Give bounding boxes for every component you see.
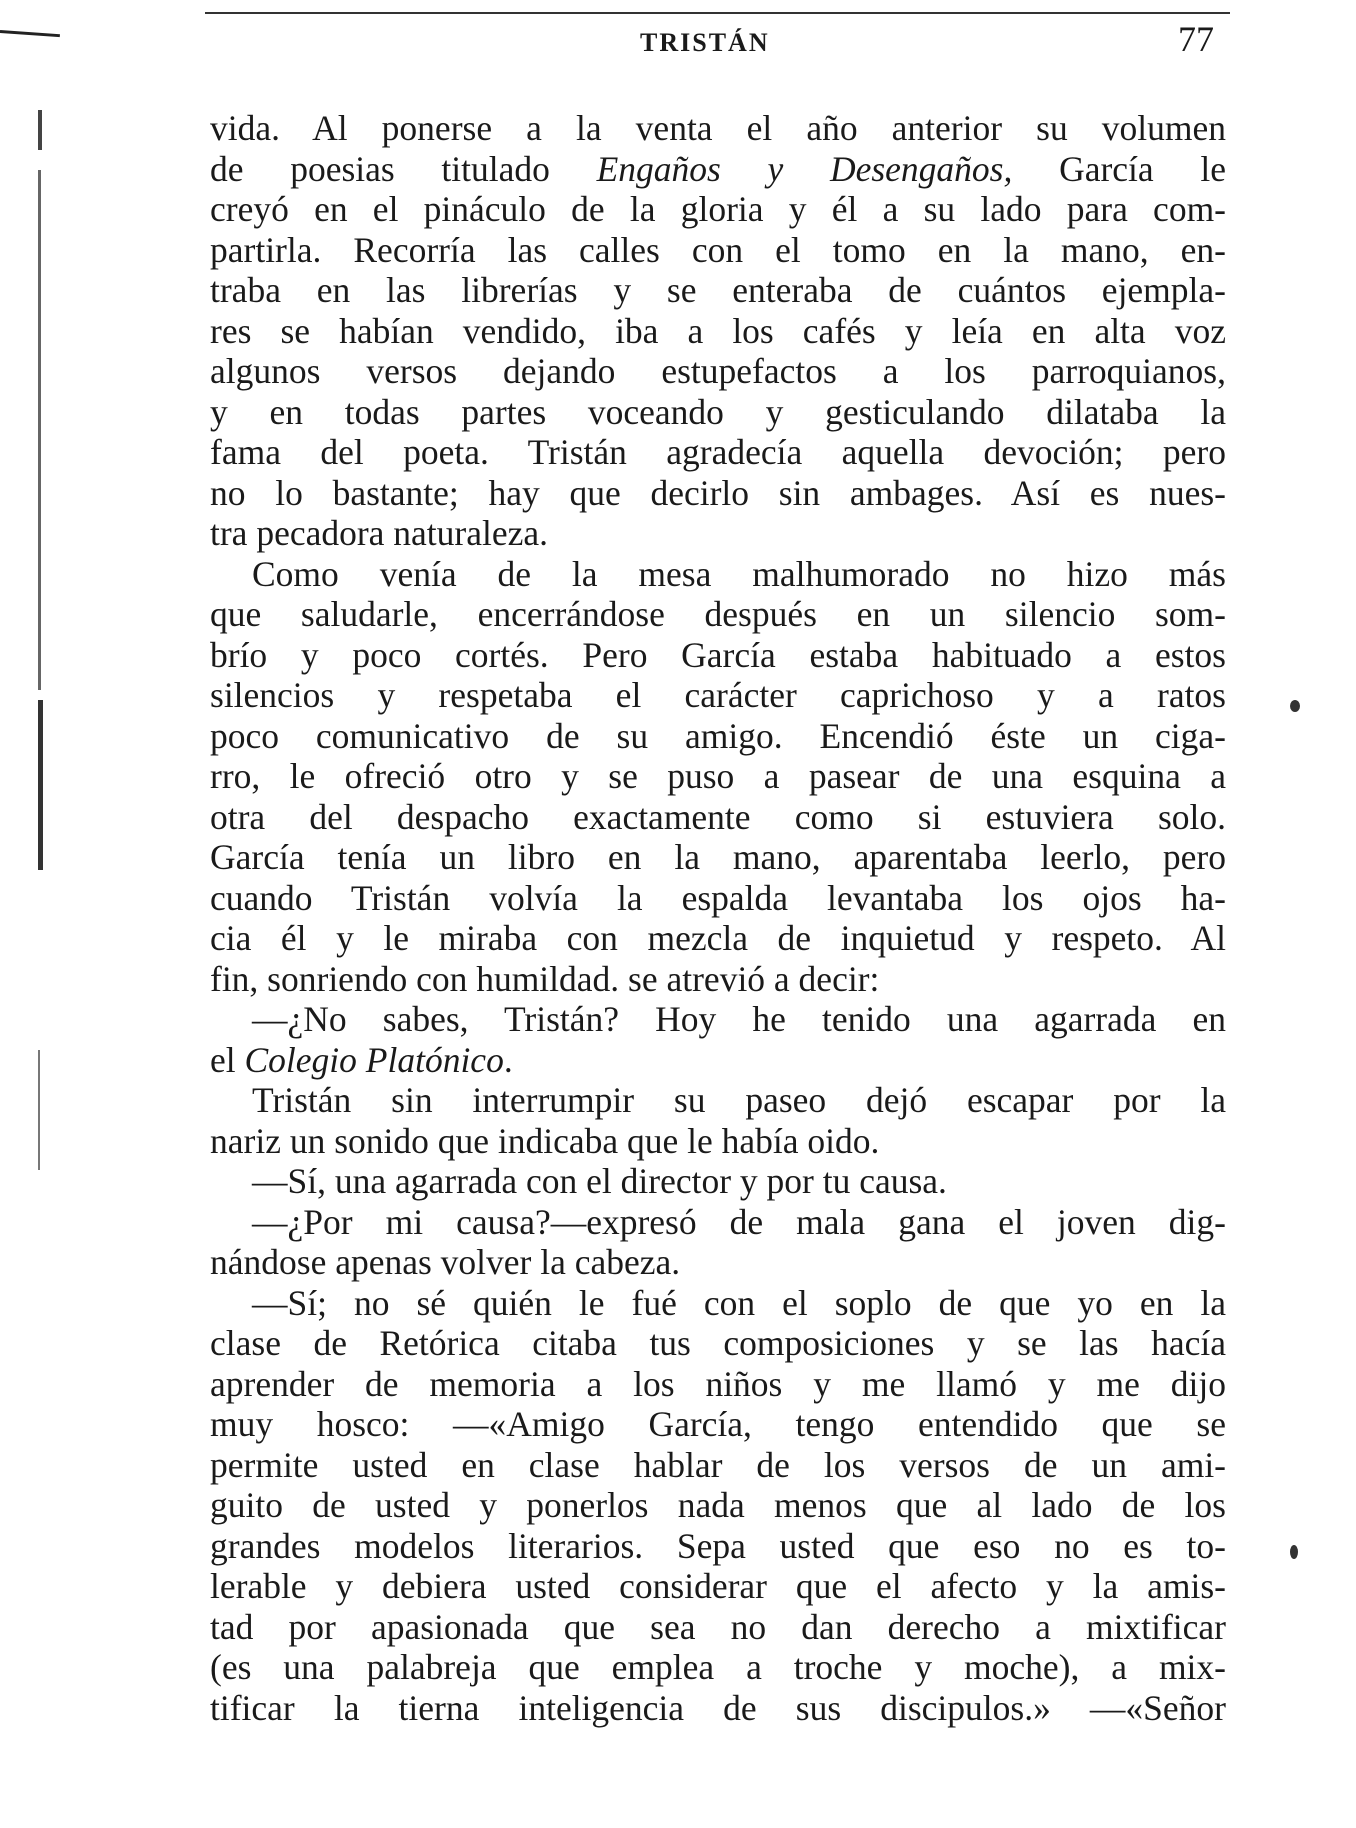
text-line: (es una palabreja que emplea a troche y moche), a mix- xyxy=(210,1647,1226,1687)
text-line: partirla. Recorría las calles con el tomo en la mano, en- xyxy=(210,229,1226,270)
college-name: Colegio Platónico xyxy=(244,1039,504,1080)
text-line: res se habían vendido, iba a los cafés y leía en alta voz xyxy=(210,310,1226,351)
text-line: poco comunicativo de su amigo. Encendió éste un ciga- xyxy=(210,715,1226,756)
text-line: García tenía un libro en la mano, aparentaba leerlo, pero xyxy=(210,837,1226,877)
text-line: vida. Al ponerse a la venta el año anterior su volumen xyxy=(210,108,1226,148)
text-line: Como venía de la mesa malhumorado no hizo más xyxy=(252,553,1226,594)
text-line: otra del despacho exactamente como si estuviera solo. xyxy=(210,796,1226,837)
text-line: tra pecadora naturaleza. xyxy=(210,513,548,553)
text-line: de poesias titulado Engaños y Desengaños, García le xyxy=(210,148,1226,189)
text-line: muy hosco: —«Amigo García, tengo entendido que se xyxy=(210,1404,1226,1444)
text-line: aprender de memoria a los niños y me llamó y me dijo xyxy=(210,1363,1226,1404)
text-line: —Sí, una agarrada con el director y por tu causa. xyxy=(252,1161,947,1201)
text-line: fin, sonriendo con humildad. se atrevió a decir: xyxy=(210,958,880,999)
text-line: rro, le ofreció otro y se puso a pasear de una esquina a xyxy=(210,756,1226,796)
text-line: traba en las librerías y se enteraba de cuántos ejempla- xyxy=(210,270,1226,310)
text-line: que saludarle, encerrándose después en un silencio som- xyxy=(210,594,1226,634)
book-title: Engaños y Desengaños, xyxy=(596,148,1013,189)
text-line: tificar la tierna inteligencia de sus discipulos.» —«Señor xyxy=(210,1687,1226,1728)
text-line: fama del poeta. Tristán agradecía aquella devoción; pero xyxy=(210,432,1226,472)
page-number: 77 xyxy=(1178,19,1214,59)
text-line: el Colegio Platónico. xyxy=(210,1039,513,1080)
text-line: creyó en el pináculo de la gloria y él a su lado para com- xyxy=(210,189,1226,229)
text-line: Tristán sin interrumpir su paseo dejó escapar por la xyxy=(252,1080,1226,1120)
text-line: —Sí; no sé quién le fué con el soplo de que yo en la xyxy=(252,1282,1226,1323)
text-line: —¿No sabes, Tristán? Hoy he tenido una agarrada en xyxy=(252,999,1226,1039)
text-line: tad por apasionada que sea no dan derecho a mixtificar xyxy=(210,1606,1226,1647)
binding-shadow xyxy=(38,700,43,870)
binding-shadow xyxy=(38,170,41,690)
header-rule xyxy=(205,12,1230,14)
margin-mark xyxy=(0,30,60,37)
text-line: guito de usted y ponerlos nada menos que al lado de los xyxy=(210,1485,1226,1525)
binding-shadow xyxy=(38,110,42,150)
text-line: lerable y debiera usted considerar que el afecto y la amis- xyxy=(210,1566,1226,1606)
ink-speck xyxy=(1290,700,1300,712)
running-header: TRISTÁN xyxy=(640,28,770,57)
text-line: y en todas partes voceando y gesticulando dilataba la xyxy=(210,391,1226,432)
binding-shadow xyxy=(38,1050,40,1170)
text-line: cia él y le miraba con mezcla de inquietud y respeto. Al xyxy=(210,918,1226,958)
text-line: permite usted en clase hablar de los versos de un ami- xyxy=(210,1444,1226,1485)
text-line: no lo bastante; hay que decirlo sin ambages. Así es nues- xyxy=(210,472,1226,513)
text-line: grandes modelos literarios. Sepa usted que eso no es to- xyxy=(210,1525,1226,1566)
body-text xyxy=(210,108,1226,1728)
text-line: brío y poco cortés. Pero García estaba habituado a estos xyxy=(210,634,1226,675)
text-line: cuando Tristán volvía la espalda levantaba los ojos ha- xyxy=(210,877,1226,918)
text-line: nándose apenas volver la cabeza. xyxy=(210,1242,681,1282)
text-line: nariz un sonido que indicaba que le había oido. xyxy=(210,1120,880,1161)
text-line: —¿Por mi causa?—expresó de mala gana el joven dig- xyxy=(252,1201,1226,1242)
text-line: silencios y respetaba el carácter caprichoso y a ratos xyxy=(210,675,1226,715)
ink-speck xyxy=(1290,1545,1298,1559)
text-line: clase de Retórica citaba tus composiciones y se las hacía xyxy=(210,1323,1226,1363)
text-line: algunos versos dejando estupefactos a los parroquianos, xyxy=(210,351,1226,391)
